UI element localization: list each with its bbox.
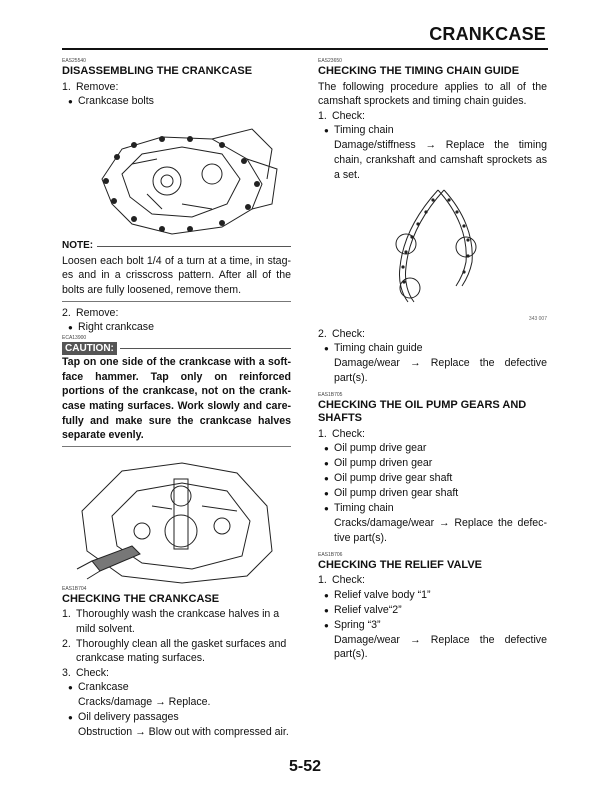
bullet-item xyxy=(62,680,291,695)
caution-text: Tap on one side of the crankcase with a soft-face hammer. Tap only on reinforced portions of the crankcase, not on the crank-case mating surfaces. Work slowly and care-fully and make sure the crankcase halves separate evenly. xyxy=(62,356,291,442)
step-text: Thoroughly clean all the gasket surfaces and crankcase mating surfaces. xyxy=(76,637,287,665)
bullet-text: Timing chain xyxy=(334,502,394,515)
page-number: 5-52 xyxy=(288,758,322,775)
bullet-item xyxy=(318,603,547,618)
bullet-icon: ● xyxy=(324,474,329,484)
timing-chain-illustration xyxy=(318,182,547,312)
note-header xyxy=(62,239,291,254)
section-code: EAS23650 xyxy=(318,58,342,64)
bullet-item xyxy=(318,501,547,516)
step xyxy=(62,80,291,95)
bullet-icon: ● xyxy=(324,459,329,469)
section-title: CHECKING THE RELIEF VALVE xyxy=(318,558,482,571)
section-code: EAS1B704 xyxy=(62,585,87,592)
step xyxy=(62,666,291,681)
left-column xyxy=(62,58,291,739)
step-text: Check: xyxy=(332,427,365,440)
bullet-text: Timing chain xyxy=(334,124,394,137)
bullet-text: Oil delivery passages xyxy=(78,710,179,723)
step xyxy=(62,306,291,321)
bullet-detail: Damage/wear → Replace the defective part(s). xyxy=(334,357,547,384)
bullet-detail: Damage/wear → Replace the defective part(s). xyxy=(334,633,547,661)
note-label: NOTE: xyxy=(62,240,94,252)
step xyxy=(318,427,547,442)
caution-code: ECA13900 xyxy=(62,335,87,342)
bullet-text: Crankcase bolts xyxy=(78,95,154,108)
step xyxy=(62,637,291,666)
step xyxy=(318,327,547,342)
section-title: CHECKING THE TIMING CHAIN GUIDE xyxy=(318,65,520,77)
bullet-text: Oil pump driven gear xyxy=(334,457,433,470)
step xyxy=(318,109,547,124)
section-title: CHECKING THE CRANKCASE xyxy=(62,592,220,605)
note-text: Loosen each bolt 1/4 of a turn at a time, in stag-es and in a crisscross pattern. After all of the bolts are fully loosened, remove them. xyxy=(62,254,291,296)
step-text: Check: xyxy=(332,109,365,122)
bullet-icon: ● xyxy=(324,504,329,514)
step xyxy=(62,607,291,636)
bullet-item xyxy=(318,471,547,486)
step-text: Check: xyxy=(332,574,365,587)
bullet-text: Spring “3” xyxy=(334,618,381,631)
bullet-icon: ● xyxy=(324,590,329,600)
bullet-icon: ● xyxy=(68,683,73,693)
bullet-detail: Damage/stiffness → Replace the timing chain, crankshaft and camshaft sprockets as a set. xyxy=(334,139,547,181)
bullet-icon: ● xyxy=(324,444,329,454)
bullet-icon: ● xyxy=(68,323,73,333)
section-code: EAS25540 xyxy=(62,58,86,64)
step-text: Check: xyxy=(332,327,365,340)
bullet-detail: Cracks/damage → Replace. xyxy=(78,696,211,709)
bullet-item xyxy=(318,341,547,356)
bullet-item xyxy=(62,94,291,109)
bullet-item xyxy=(318,486,547,501)
bullet-text: Right crankcase xyxy=(78,321,154,334)
bullet-item xyxy=(62,710,291,725)
step-number: 1. xyxy=(62,608,71,621)
figure-code: 343 007 xyxy=(528,316,547,323)
step-number: 1. xyxy=(318,427,327,440)
bullet-detail: Obstruction → Blow out with compressed air. xyxy=(78,725,289,738)
step-number: 2. xyxy=(62,306,71,319)
crankcase-separation-illustration xyxy=(62,451,291,586)
bullet-text: Relief valve body “1” xyxy=(334,588,431,601)
step-text: Remove: xyxy=(76,80,119,93)
section-title: CHECKING THE OIL PUMP GEARS AND SHAFTS xyxy=(318,398,527,425)
note-end-rule xyxy=(62,301,291,302)
caution-end-rule xyxy=(62,446,291,447)
bullet-text: Oil pump drive gear shaft xyxy=(334,472,453,485)
step-text: Thoroughly wash the crankcase halves in a mild solvent. xyxy=(76,608,280,635)
step-number: 2. xyxy=(318,327,327,340)
step-text: Remove: xyxy=(76,306,119,319)
bullet-item xyxy=(318,588,547,603)
section-code: EAS1B705 xyxy=(318,391,343,398)
bullet-text: Timing chain guide xyxy=(334,342,423,355)
bullet-icon: ● xyxy=(324,489,329,499)
bullet-text: Crankcase xyxy=(78,681,129,694)
right-column xyxy=(318,58,547,662)
step-number: 1. xyxy=(318,574,327,587)
bullet-text: Oil pump drive gear xyxy=(334,442,427,455)
step-number: 1. xyxy=(62,80,71,93)
intro-text: The following procedure applies to all of the camshaft sprockets and timing chain guides. xyxy=(318,80,547,108)
bullet-icon: ● xyxy=(324,126,329,136)
bullet-icon: ● xyxy=(324,344,329,354)
bullet-item xyxy=(62,320,291,335)
section-code: EAS1B706 xyxy=(318,551,343,558)
header-rule xyxy=(62,48,548,50)
bullet-icon: ● xyxy=(324,605,329,615)
step xyxy=(318,573,547,588)
caution-header xyxy=(62,342,291,355)
caution-label: CAUTION: xyxy=(62,342,117,355)
bullet-item xyxy=(318,123,547,138)
bullet-detail: Cracks/damage/wear → Replace the defec-tive part(s). xyxy=(334,517,547,544)
section-title: DISASSEMBLING THE CRANKCASE xyxy=(62,65,253,77)
step-number: 3. xyxy=(62,666,71,679)
bullet-icon: ● xyxy=(324,620,329,630)
bullet-item xyxy=(318,618,547,633)
step-text: Check: xyxy=(76,666,109,679)
bullet-text: Relief valve“2” xyxy=(334,603,402,616)
header-title: CRANKCASE xyxy=(429,24,546,44)
bullet-item xyxy=(318,456,547,471)
bullet-text: Oil pump driven gear shaft xyxy=(334,487,459,500)
bullet-icon: ● xyxy=(68,97,73,107)
bullet-item xyxy=(318,441,547,456)
step-number: 2. xyxy=(62,637,71,650)
crankcase-bolts-illustration xyxy=(62,109,291,239)
step-number: 1. xyxy=(318,109,327,122)
bullet-icon: ● xyxy=(68,712,73,722)
